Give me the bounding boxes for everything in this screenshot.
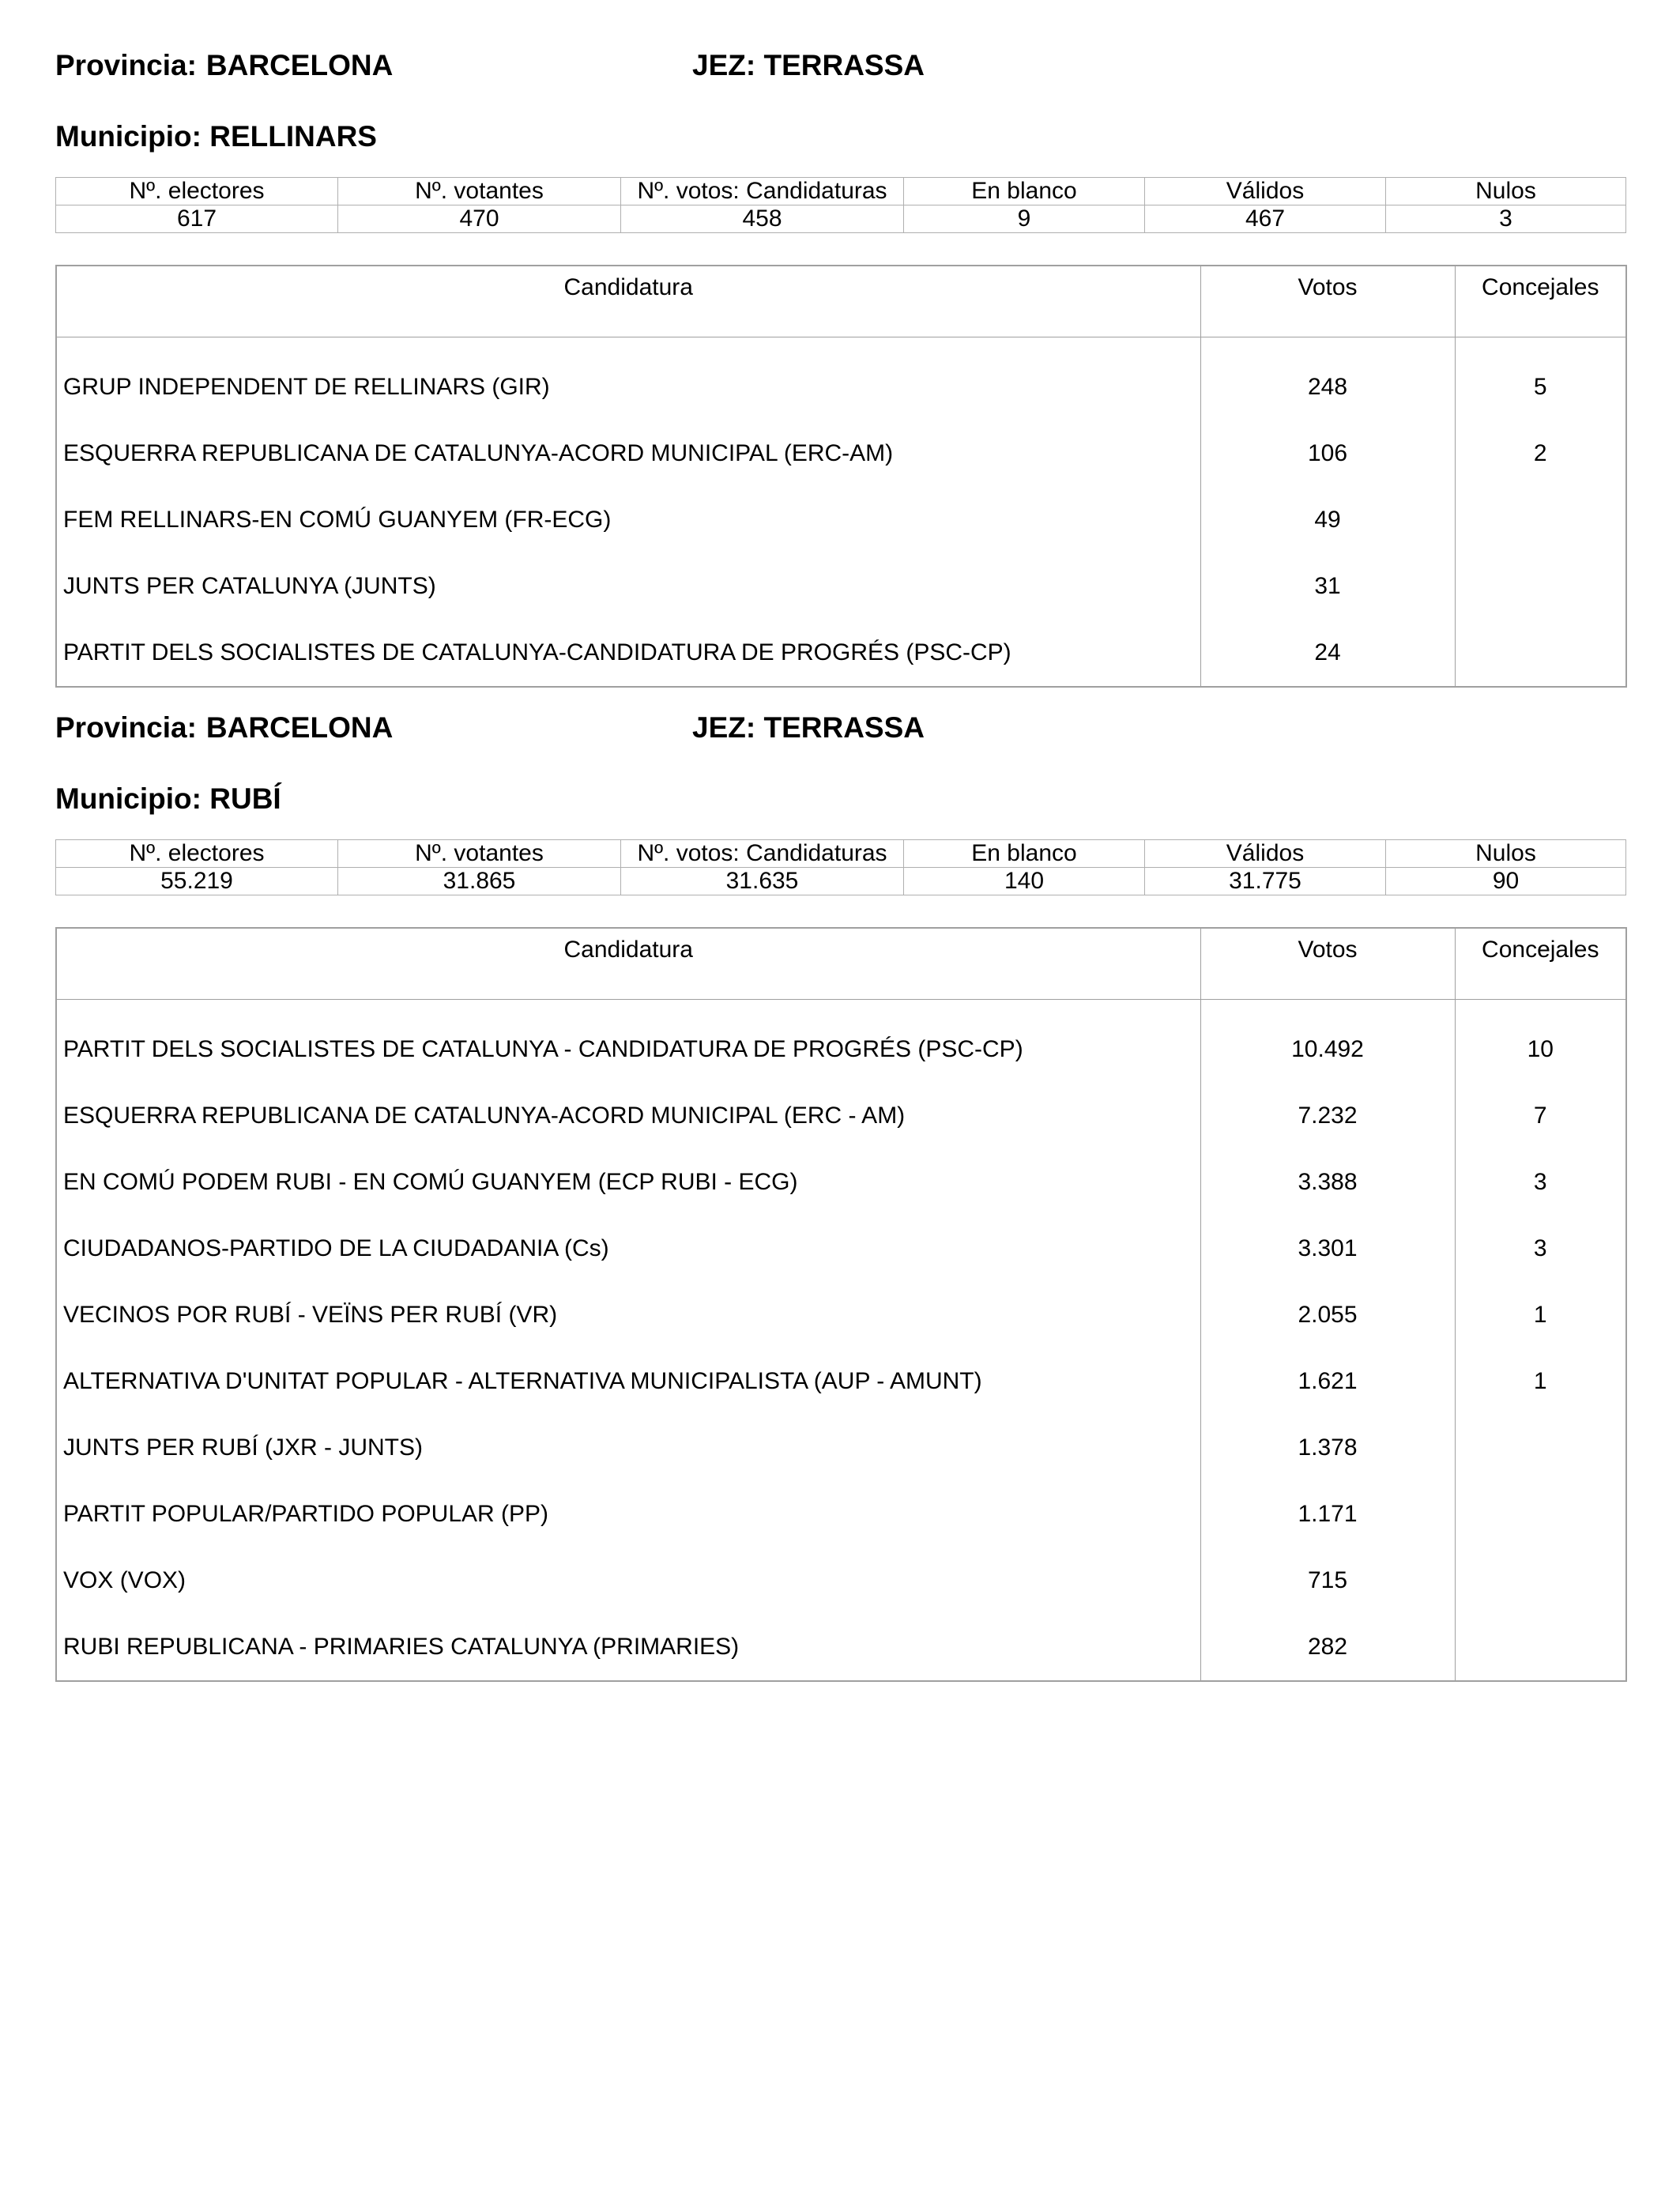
candidate-name: EN COMÚ PODEM RUBI - EN COMÚ GUANYEM (ECP RUBI - ECG)	[56, 1149, 1200, 1216]
candidate-name: RUBI REPUBLICANA - PRIMARIES CATALUNYA (PRIMARIES)	[56, 1614, 1200, 1681]
candidate-concejales: 10	[1527, 1036, 1554, 1062]
stats-table	[55, 177, 1626, 233]
candidate-name: JUNTS PER RUBÍ (JXR - JUNTS)	[56, 1415, 1200, 1481]
candidate-row	[56, 1481, 1626, 1547]
candidatura-header: Candidatura	[56, 928, 1200, 1000]
stat-value: 617	[56, 205, 338, 233]
stat-header: En blanco	[904, 840, 1145, 868]
stat-header: Nº. votos: Candidaturas	[621, 840, 904, 868]
stat-header: Nº. electores	[56, 178, 338, 205]
candidate-row	[56, 420, 1626, 487]
candidate-votes: 715	[1200, 1547, 1455, 1614]
concejales-header: Concejales	[1455, 928, 1626, 1000]
candidate-row	[56, 487, 1626, 553]
candidate-votes: 7.232	[1200, 1083, 1455, 1149]
stat-value: 31.775	[1145, 868, 1386, 895]
candidate-votes: 3.301	[1200, 1216, 1455, 1282]
provincia-label: Provincia:	[55, 49, 197, 81]
stat-value: 31.635	[621, 868, 904, 895]
municipality-section	[55, 49, 1625, 688]
candidate-row	[56, 1282, 1626, 1348]
candidate-name: FEM RELLINARS-EN COMÚ GUANYEM (FR-ECG)	[56, 487, 1200, 553]
candidate-row	[56, 1547, 1626, 1614]
candidate-concejales	[1455, 620, 1626, 687]
candidate-concejales	[1455, 1481, 1626, 1547]
candidate-concejales	[1455, 553, 1626, 620]
candidate-row	[56, 1415, 1626, 1481]
candidate-name: ESQUERRA REPUBLICANA DE CATALUNYA-ACORD MUNICIPAL (ERC-AM)	[56, 420, 1200, 487]
candidate-concejales: 2	[1533, 440, 1547, 466]
candidates-table	[55, 265, 1627, 688]
stat-header: Válidos	[1145, 178, 1386, 205]
candidate-votes: 1.378	[1200, 1415, 1455, 1481]
candidate-name: ALTERNATIVA D'UNITAT POPULAR - ALTERNATIVA MUNICIPALISTA (AUP - AMUNT)	[56, 1348, 1200, 1415]
candidate-row	[56, 1348, 1626, 1415]
candidate-votes: 3.388	[1200, 1149, 1455, 1216]
candidate-name: GRUP INDEPENDENT DE RELLINARS (GIR)	[56, 337, 1200, 421]
candidate-row	[56, 1614, 1626, 1681]
municipio	[55, 782, 1625, 822]
stat-header: Nº. votantes	[338, 178, 621, 205]
candidates-header-row	[56, 928, 1626, 1000]
stat-value: 3	[1386, 205, 1626, 233]
municipio-value: RELLINARS	[209, 120, 377, 153]
candidate-votes: 49	[1200, 487, 1455, 553]
header-line	[55, 711, 1625, 751]
stat-value: 9	[904, 205, 1145, 233]
candidate-concejales: 7	[1533, 1103, 1547, 1129]
stat-value: 55.219	[56, 868, 338, 895]
candidate-votes: 31	[1200, 553, 1455, 620]
concejales-header: Concejales	[1455, 266, 1626, 337]
candidate-name: JUNTS PER CATALUNYA (JUNTS)	[56, 553, 1200, 620]
stat-value: 31.865	[338, 868, 621, 895]
candidate-concejales: 3	[1533, 1235, 1547, 1261]
jez-label: JEZ:	[692, 49, 756, 81]
stat-value: 140	[904, 868, 1145, 895]
provincia-label: Provincia:	[55, 711, 197, 744]
jez	[692, 711, 925, 745]
candidate-row	[56, 620, 1626, 687]
candidate-votes: 248	[1200, 337, 1455, 421]
votos-header: Votos	[1200, 266, 1455, 337]
stat-header: Nº. votantes	[338, 840, 621, 868]
jez-value: TERRASSA	[763, 49, 925, 81]
stats-value-row	[56, 868, 1626, 895]
stats-value-row	[56, 205, 1626, 233]
candidate-name: VOX (VOX)	[56, 1547, 1200, 1614]
candidate-votes: 10.492	[1200, 1000, 1455, 1084]
candidate-concejales	[1455, 1614, 1626, 1681]
provincia-value: BARCELONA	[205, 49, 394, 81]
stat-header: Nº. votos: Candidaturas	[621, 178, 904, 205]
candidate-name: CIUDADANOS-PARTIDO DE LA CIUDADANIA (Cs)	[56, 1216, 1200, 1282]
candidate-concejales: 5	[1533, 374, 1547, 400]
candidate-concejales	[1455, 1547, 1626, 1614]
candidate-votes: 1.621	[1200, 1348, 1455, 1415]
stat-header: Nulos	[1386, 840, 1626, 868]
candidate-votes: 1.171	[1200, 1481, 1455, 1547]
candidate-name: PARTIT POPULAR/PARTIDO POPULAR (PP)	[56, 1481, 1200, 1547]
stat-value: 90	[1386, 868, 1626, 895]
candidate-concejales: 1	[1533, 1302, 1547, 1328]
candidate-name: ESQUERRA REPUBLICANA DE CATALUNYA-ACORD MUNICIPAL (ERC - AM)	[56, 1083, 1200, 1149]
stats-header-row	[56, 840, 1626, 868]
candidate-votes: 106	[1200, 420, 1455, 487]
stats-header-row	[56, 178, 1626, 205]
candidate-concejales	[1455, 487, 1626, 553]
candidate-name: PARTIT DELS SOCIALISTES DE CATALUNYA - CANDIDATURA DE PROGRÉS (PSC-CP)	[56, 1000, 1200, 1084]
candidates-header-row	[56, 266, 1626, 337]
stats-table	[55, 839, 1626, 895]
candidate-row	[56, 1149, 1626, 1216]
votos-header: Votos	[1200, 928, 1455, 1000]
header-line	[55, 49, 1625, 89]
candidate-row	[56, 1083, 1626, 1149]
provincia	[55, 49, 393, 82]
provincia-value: BARCELONA	[205, 711, 394, 744]
municipio-value: RUBÍ	[209, 782, 281, 815]
candidatura-header: Candidatura	[56, 266, 1200, 337]
candidate-row	[56, 1216, 1626, 1282]
candidate-votes: 282	[1200, 1614, 1455, 1681]
provincia	[55, 711, 393, 745]
municipio	[55, 120, 1625, 160]
stat-value: 470	[338, 205, 621, 233]
candidate-row	[56, 1000, 1626, 1084]
candidate-votes: 24	[1200, 620, 1455, 687]
candidates-table	[55, 927, 1627, 1682]
jez-label: JEZ:	[692, 711, 756, 744]
stat-header: Nº. electores	[56, 840, 338, 868]
jez	[692, 49, 925, 82]
jez-value: TERRASSA	[763, 711, 925, 744]
stat-value: 467	[1145, 205, 1386, 233]
candidate-votes: 2.055	[1200, 1282, 1455, 1348]
municipality-section	[55, 711, 1625, 1682]
candidate-row	[56, 553, 1626, 620]
candidate-concejales	[1455, 1415, 1626, 1481]
candidate-concejales: 1	[1533, 1368, 1547, 1394]
stat-header: Nulos	[1386, 178, 1626, 205]
municipio-label: Municipio:	[55, 120, 202, 153]
candidate-concejales: 3	[1533, 1169, 1547, 1195]
stat-header: Válidos	[1145, 840, 1386, 868]
stat-header: En blanco	[904, 178, 1145, 205]
municipio-label: Municipio:	[55, 782, 202, 815]
candidate-name: PARTIT DELS SOCIALISTES DE CATALUNYA-CANDIDATURA DE PROGRÉS (PSC-CP)	[56, 620, 1200, 687]
candidate-row	[56, 337, 1626, 421]
candidate-name: VECINOS POR RUBÍ - VEÏNS PER RUBÍ (VR)	[56, 1282, 1200, 1348]
stat-value: 458	[621, 205, 904, 233]
